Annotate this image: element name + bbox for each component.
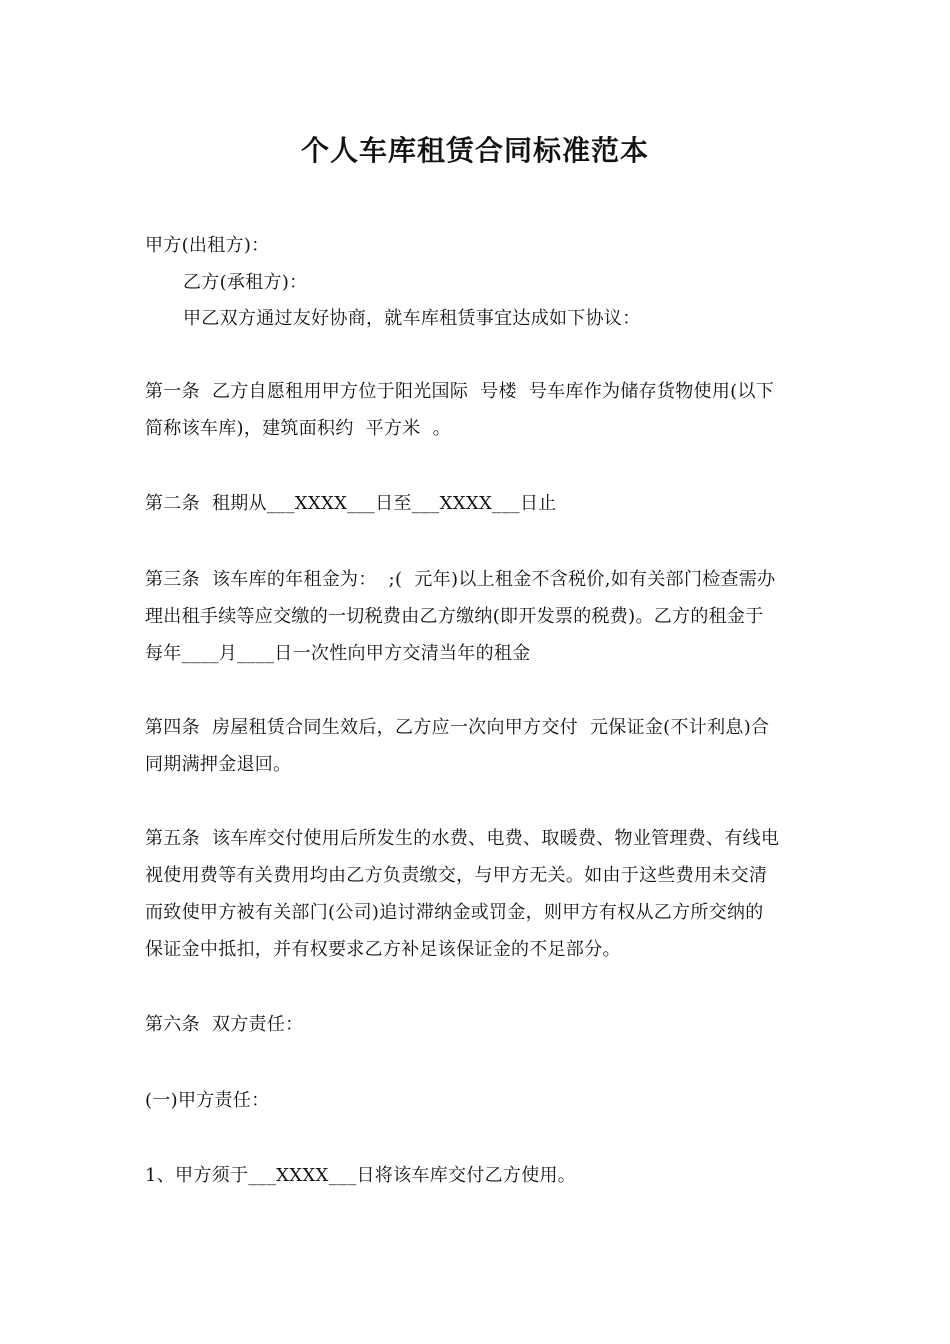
article-5-line-3: 而致使甲方被有关部门(公司)追讨滞纳金或罚金，则甲方有权从乙方所交纳的: [145, 902, 764, 923]
article-3-line-1: 第三条 该车库的年租金为： ;( 元年)以上租金不含税价,如有关部门检查需办: [145, 569, 776, 590]
article-5-line-1: 第五条 该车库交付使用后所发生的水费、电费、取暖费、物业管理费、有线电: [145, 828, 780, 849]
item-1: 1、甲方须于___XXXX___日将该车库交付乙方使用。: [145, 1165, 577, 1186]
article-2: 第二条 租期从___XXXX___日至___XXXX___日止: [145, 493, 557, 514]
article-4-line-1: 第四条 房屋租赁合同生效后，乙方应一次向甲方交付 元保证金(不计利息)合: [145, 717, 770, 738]
party-b-line: 乙方(承租方)：: [183, 272, 308, 293]
document-title: 个人车库租赁合同标准范本: [300, 134, 649, 167]
article-3-line-3: 每年____月____日一次性向甲方交清当年的租金: [145, 643, 531, 664]
article-3-line-2: 理出租手续等应交缴的一切税费由乙方缴纳(即开发票的税费)。乙方的租金于: [145, 606, 764, 627]
section-a-heading: (一)甲方责任：: [145, 1090, 270, 1111]
article-1-line-2: 简称该车库)，建筑面积约 平方米 。: [145, 418, 451, 439]
intro-paragraph: 甲乙双方通过友好协商，就车库租赁事宜达成如下协议：: [183, 308, 641, 329]
article-6: 第六条 双方责任：: [145, 1014, 304, 1035]
article-5-line-4: 保证金中抵扣，并有权要求乙方补足该保证金的不足部分。: [145, 939, 621, 960]
party-a-line: 甲方(出租方)：: [145, 235, 270, 256]
article-4-line-2: 同期满押金退回。: [145, 754, 292, 775]
article-1-line-1: 第一条 乙方自愿租用甲方位于阳光国际 号楼 号车库作为储存货物使用(以下: [145, 381, 775, 402]
article-5-line-2: 视使用费等有关费用均由乙方负责缴交，与甲方无关。如由于这些费用未交清: [145, 865, 768, 886]
